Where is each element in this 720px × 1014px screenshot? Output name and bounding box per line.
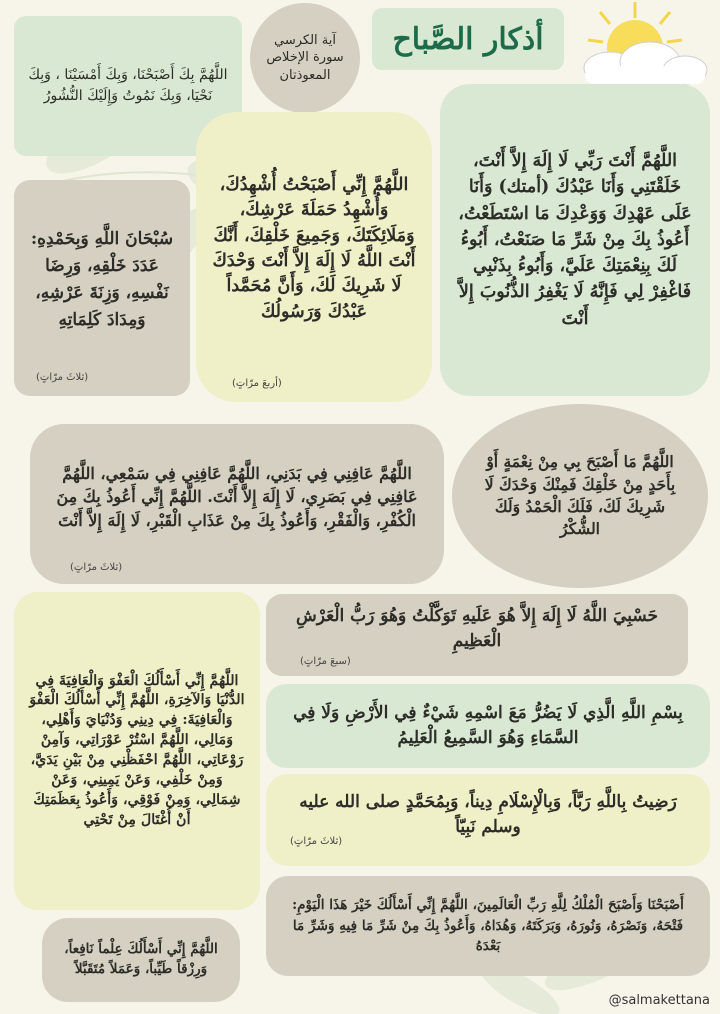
card-text: اللَّهُمَّ إِنِّي أَصْبَحْتُ أُشْهِدُكَ، وَأُشْهِدُ حَمَلَةَ عَرْشِكَ، وَمَلَائِكَتَكَ، وَجَمِيعَ خَلْقِكَ، أَنَّكَ أَنْتَ اللَّهُ لَا إِلَهَ إِلاَّ أَنْتَ وَحْدَكَ لَا شَرِيكَ لَكَ، وَأَنَّ مُحَمَّداً عَبْدُكَ وَرَسُولُكَ: [212, 174, 416, 322]
circle-line-ayat-kursi: آية الكرسي: [274, 32, 336, 48]
circle-line-muawwidhatan: المعوذتان: [279, 67, 331, 83]
card-sayyid-istighfar: [440, 84, 710, 396]
card-subhanallah: [14, 180, 190, 396]
repeat-note: (أربعَ مرّاتٍ): [232, 378, 282, 389]
card-raditu: [266, 774, 710, 866]
card-text: اللَّهُمَّ أَنْتَ رَبِّي لَا إِلَهَ إِلاَّ أَنْتَ، خَلَقْتَنِي وَأَنَا عَبْدُكَ (أمتك) وَأَنَا عَلَى عَهْدِكَ وَوَعْدِكَ مَا اسْتَطَعْتُ، أَعُوذُ بِكَ مِنْ شَرِّ مَا صَنَعْتُ، أَبُوءُ لَكَ بِنِعْمَتِكَ عَلَيَّ، وَأَبُوءُ بِذَنْبِي فَاغْفِرْ لِي فَإِنَّهُ لَا يَغْفِرُ الذُّنُوبَ إِلاَّ أَنْتَ: [458, 151, 692, 329]
repeat-note: (ثلاثَ مرّاتٍ): [36, 372, 89, 383]
card-text: اللَّهُمَّ بِكَ أَصْبَحْنَا، وَبِكَ أَمْسَيْنَا ، وَبِكَ نَحْيَا، وَبِكَ نَمُوتُ وَإِلَيْكَ النُّشُورُ: [28, 67, 228, 104]
card-text: أَصْبَحْنَا وَأَصْبَحَ الْمُلْكُ لِلَّهِ رَبِّ الْعَالَمِينَ، اللَّهُمَّ إِنِّي أَسْأَلُكَ خَيْرَ هَذَا الْيَوْمِ: فَتْحَهُ، وَنَصْرَهُ، وَنُورَهُ، وَبَرَكَتَهُ، وَهُدَاهُ، وَأَعُوذُ بِكَ مِنْ شَرِّ مَا فِيهِ وَشَرِّ مَا بَعْدَهُ: [292, 897, 684, 955]
card-text: حَسْبِيَ اللَّهُ لَا إِلَهَ إِلاَّ هُوَ عَلَيهِ تَوَكَّلْتُ وَهُوَ رَبُّ الْعَرْشِ الْعَظِيمِ: [295, 606, 659, 651]
surahs-circle: [250, 3, 360, 113]
card-text: اللَّهُمَّ مَا أَصْبَحَ بِي مِنْ نِعْمَةٍ أَوْ بِأَحَدٍ مِنْ خَلْقِكَ فَمِنْكَ وَحْدَكَ لَا شَرِيكَ لَكَ، فَلَكَ الْحَمْدُ وَلَكَ الشُّكْرُ: [484, 452, 676, 539]
card-text: اللَّهُمَّ إِنِّي أَسْأَلُكَ الْعَفْوَ وَالْعَافِيَةَ فِي الدُّنْيَا وَالآخِرَةِ، اللَّهُمَّ إِنِّي أَسْأَلُكَ الْعَفْوَ وَالْعَافِيَةَ: فِي دِينِي وَدُنْيَايَ وَأَهْلِي، وَمَالِي، اللَّهُمَّ اسْتُرْ عَوْرَاتِي، وَآمِنْ رَوْعَاتِي، اللَّهُمَّ احْفَظْنِي مِنْ بَيْنِ يَدَيَّ، وَمِنْ خَلْفِي، وَعَنْ يَمِينِي، وَعَنْ شِمَالِي، وَمِنْ فَوْقِي، وَأَعُوذُ بِعَظَمَتِكَ أَنْ أُغْتَالَ مِنْ تَحْتِي: [29, 672, 245, 828]
card-text: سُبْحَانَ اللَّهِ وَبِحَمْدِهِ: عَدَدَ خَلْقِهِ، وَرِضَا نَفْسِهِ، وَزِنَةَ عَرْشِهِ، وَمِدَادَ كَلِمَاتِهِ: [30, 228, 174, 331]
page-title-box: [372, 8, 564, 70]
card-ilman: [42, 918, 240, 1002]
card-text: رَضِيتُ بِاللَّهِ رَبَّاً، وَبِالْإِسْلَامِ دِيناً، وَبِمُحَمَّدٍ صلى الله عليه وسلم نَبِيّاً: [299, 791, 677, 837]
repeat-note: (ثلاثَ مرّاتٍ): [70, 562, 123, 573]
card-afw: [14, 592, 260, 910]
circle-line-ikhlas: سورة الإخلاص: [266, 50, 344, 66]
card-text: اللَّهُمَّ عَافِنِي فِي بَدَنِي، اللَّهُمَّ عَافِنِي فِي سَمْعِي، اللَّهُمَّ عَافِنِي فِي بَصَرِي، لَا إِلَهَ إِلاَّ أَنْتَ. اللَّهُمَّ إِنِّي أَعُوذُ بِكَ مِنَ الْكُفْرِ، وَالْفَقْرِ، وَأَعُوذُ بِكَ مِنْ عَذَابِ الْقَبْرِ، لَا إِلَهَ إِلاَّ أَنْتَ: [56, 464, 418, 530]
card-bismillah: [266, 684, 710, 768]
repeat-note: (ثلاثَ مرّاتٍ): [290, 836, 343, 847]
card-mulk: [266, 876, 710, 976]
card-ushhiduka: [196, 112, 432, 402]
author-handle[interactable]: @salmakettana: [608, 993, 710, 1008]
card-text: بِسْمِ اللَّهِ الَّذِي لَا يَضُرُّ مَعَ اسْمِهِ شَيْءٌ فِي الأَرْضِ وَلَا فِي السَّمَاءِ وَهُوَ السَّمِيعُ الْعَلِيمُ: [293, 703, 683, 748]
card-text: اللَّهُمَّ إِنِّي أَسْأَلُكَ عِلْماً نَافِعاً، وَرِزْقاً طَيِّباً، وَعَمَلاً مُتَقَبَّلاً: [64, 941, 218, 977]
page-title: أذكار الصَّباح: [392, 21, 544, 57]
repeat-note: (سبعَ مرّاتٍ): [300, 656, 351, 667]
card-afini: [30, 424, 444, 584]
card-ma-asbaha: [452, 404, 708, 588]
